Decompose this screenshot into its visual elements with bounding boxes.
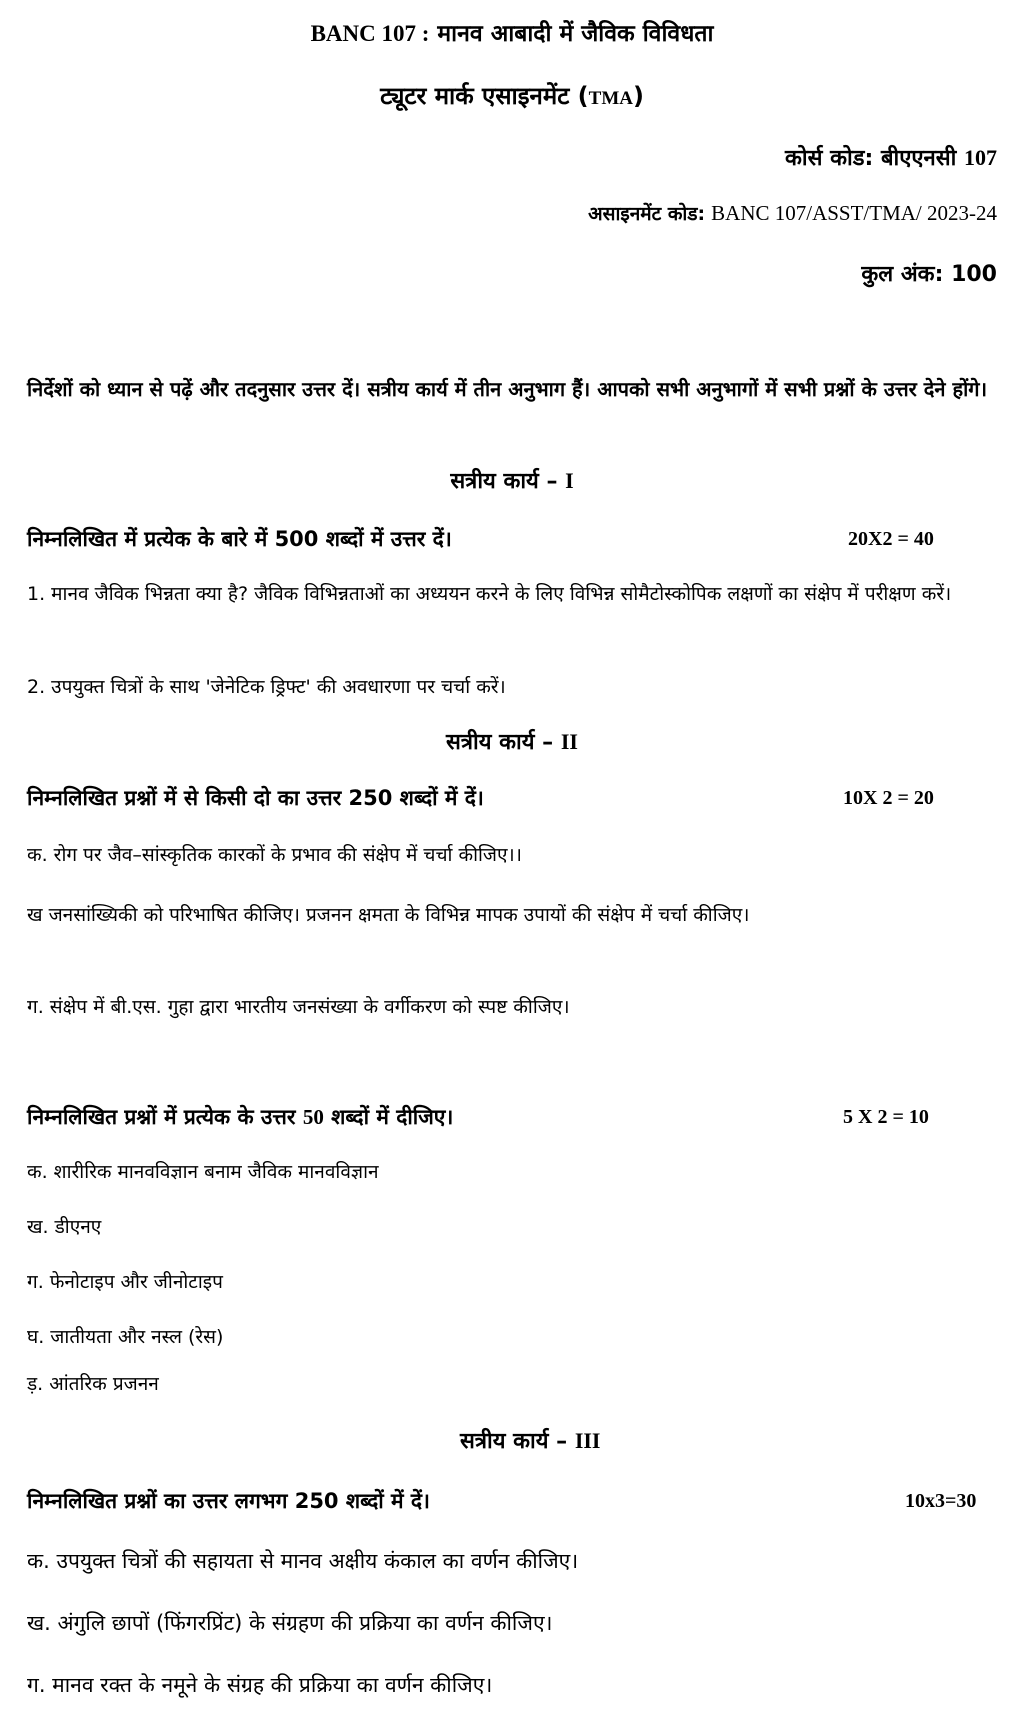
subtitle-abbr: TMA bbox=[588, 88, 633, 109]
course-code bbox=[785, 142, 997, 172]
section-2-question-heading: निम्नलिखित प्रश्नों में से किसी दो का उत्तर 250 शब्दों में दें। bbox=[27, 786, 484, 810]
short-heading-text: निम्नलिखित प्रश्नों में प्रत्येक के उत्तर bbox=[27, 1105, 303, 1129]
section-3-question-a: क. उपयुक्त चित्रों की सहायता से मानव अक्षीय कंकाल का वर्णन कीजिए। bbox=[27, 1549, 579, 1573]
section-2-label: सत्रीय कार्य – bbox=[446, 730, 561, 755]
assignment-code-label: असाइनमेंट कोड: bbox=[588, 203, 706, 225]
document-subtitle bbox=[0, 79, 1024, 112]
section-2-question-c: ग. संक्षेप में बी.एस. गुहा द्वारा भारतीय जनसंख्या के वर्गीकरण को स्पष्ट कीजिए। bbox=[27, 996, 570, 1018]
section-3-question-b: ख. अंगुलि छापों (फिंगरप्रिंट) के संग्रहण की प्रक्रिया का वर्णन कीजिए। bbox=[27, 1611, 553, 1635]
short-question-c: ग. फेनोटाइप और जीनोटाइप bbox=[27, 1271, 223, 1293]
course-code-number: 107 bbox=[964, 145, 997, 170]
document-title bbox=[0, 16, 1024, 48]
short-question-b: ख. डीएनए bbox=[27, 1216, 102, 1238]
total-marks-label: कुल अंक: bbox=[861, 262, 944, 287]
section-1-question-heading: निम्नलिखित में प्रत्येक के बारे में 500 शब्दों में उत्तर दें। bbox=[27, 527, 452, 551]
section-2-number: II bbox=[560, 729, 578, 754]
section-1-label: सत्रीय कार्य – bbox=[450, 469, 566, 494]
section-3-marks: 10x3=30 bbox=[905, 1490, 977, 1512]
assignment-code bbox=[588, 200, 997, 226]
course-code-label: कोर्स कोड: बीएएनसी bbox=[785, 146, 957, 171]
section-3-heading bbox=[460, 1425, 601, 1455]
section-1-heading bbox=[0, 465, 1024, 495]
total-marks-value: 100 bbox=[951, 262, 997, 287]
total-marks bbox=[861, 258, 997, 288]
section-1-marks: 20X2 = 40 bbox=[848, 528, 934, 550]
section-1-question-2: 2. उपयुक्त चित्रों के साथ 'जेनेटिक ड्रिफ्ट' की अवधारणा पर चर्चा करें। bbox=[27, 676, 506, 698]
assignment-code-value: BANC 107/ASST/TMA/ 2023-24 bbox=[711, 201, 997, 225]
subtitle-close: ) bbox=[632, 82, 644, 110]
section-2-heading bbox=[0, 726, 1024, 756]
section-2-question-a: क. रोग पर जैव–सांस्कृतिक कारकों के प्रभाव की संक्षेप में चर्चा कीजिए।। bbox=[27, 844, 522, 866]
section-3-label: सत्रीय कार्य – bbox=[460, 1429, 575, 1454]
section-3-question-c: ग. मानव रक्त के नमूने के संग्रह की प्रक्रिया का वर्णन कीजिए। bbox=[27, 1673, 493, 1697]
short-question-e: ड़. आंतरिक प्रजनन bbox=[27, 1373, 159, 1395]
section-3-question-heading: निम्नलिखित प्रश्नों का उत्तर लगभग 250 शब्दों में दें। bbox=[27, 1489, 431, 1513]
section-2-marks: 10X 2 = 20 bbox=[843, 787, 934, 809]
short-heading-end: शब्दों में दीजिए। bbox=[323, 1105, 454, 1129]
short-question-a: क. शारीरिक मानवविज्ञान बनाम जैविक मानवविज्ञान bbox=[27, 1161, 379, 1183]
subtitle-text: ट्यूटर मार्क एसाइनमेंट ( bbox=[380, 82, 589, 110]
short-heading-number: 50 bbox=[302, 1105, 324, 1129]
short-answer-heading bbox=[27, 1103, 453, 1131]
short-question-d: घ. जातीयता और नस्ल (रेस) bbox=[27, 1326, 224, 1348]
course-code-inline: BANC 107 : bbox=[310, 21, 430, 46]
section-3-number: III bbox=[574, 1428, 601, 1453]
section-1-number: I bbox=[565, 468, 574, 493]
section-2-question-b: ख जनसांख्यिकी को परिभाषित कीजिए। प्रजनन क्षमता के विभिन्न मापक उपायों की संक्षेप में चर्चा कीजिए। bbox=[27, 904, 750, 926]
instructions: निर्देशों को ध्यान से पढ़ें और तदनुसार उत्तर दें। सत्रीय कार्य में तीन अनुभाग हैं। आपको सभी अनुभागों में सभी प्रश्नों के उत्तर देने होंगे। bbox=[27, 377, 988, 401]
course-title: मानव आबादी में जैविक विविधता bbox=[437, 21, 714, 47]
section-1-question-1: 1. मानव जैविक भिन्नता क्या है? जैविक विभिन्नताओं का अध्ययन करने के लिए विभिन्न सोमैटोस्कोपिक लक्षणों का संक्षेप में परीक्षण करें। bbox=[27, 583, 952, 605]
short-answer-marks: 5 X 2 = 10 bbox=[843, 1106, 929, 1128]
